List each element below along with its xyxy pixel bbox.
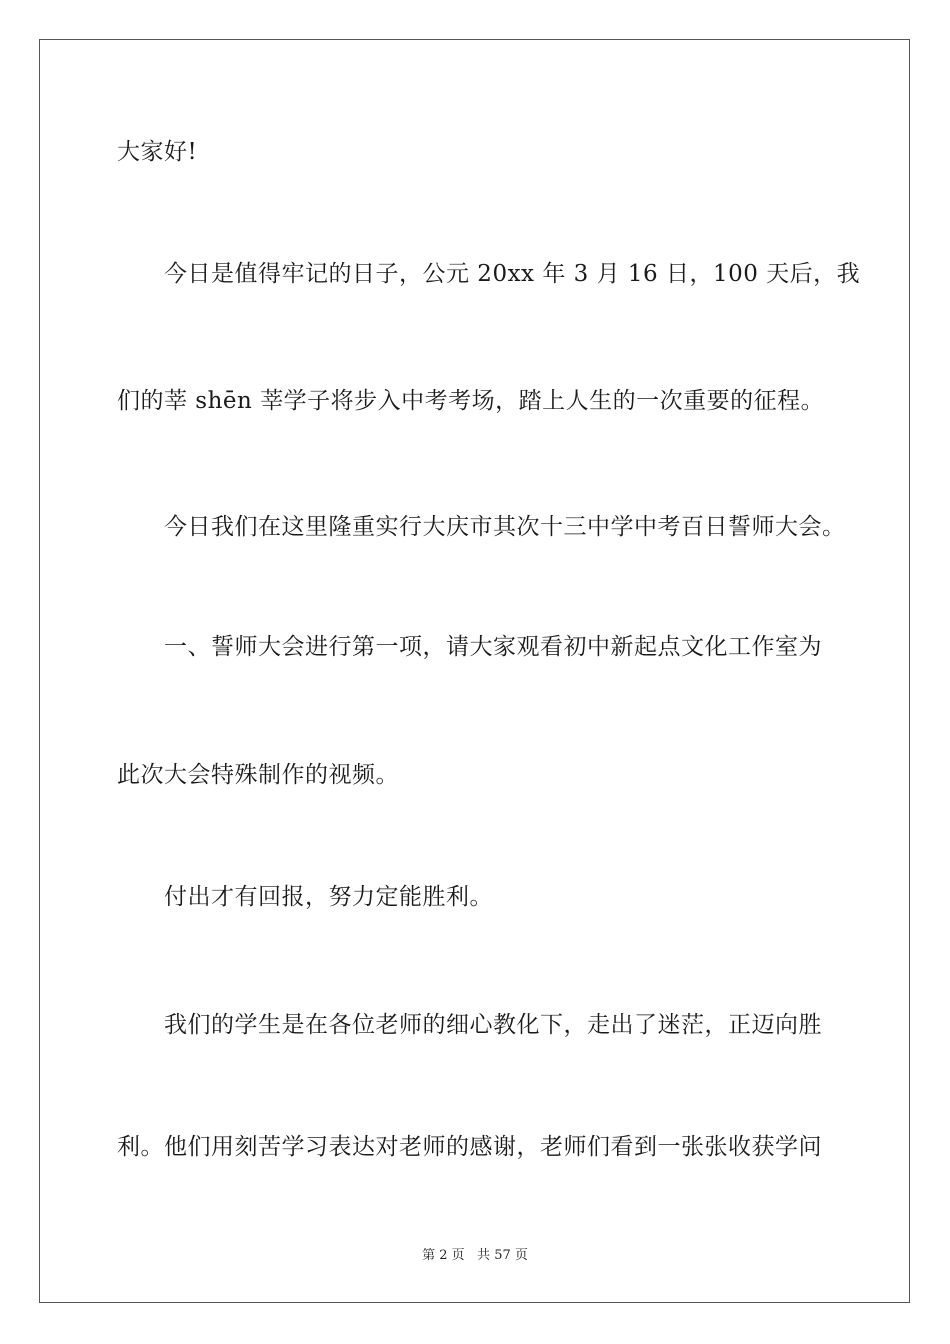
greeting-line: 大家好! <box>117 139 198 165</box>
page-border <box>39 39 910 1303</box>
paragraph-line: 利。他们用刻苦学习表达对老师的感谢，老师们看到一张张收获学问 <box>117 1134 822 1160</box>
paragraph-line: 此次大会特殊制作的视频。 <box>117 762 399 788</box>
paragraph-line: 今日我们在这里隆重实行大庆市其次十三中学中考百日誓师大会。 <box>164 514 846 540</box>
paragraph-line: 付出才有回报，努力定能胜利。 <box>164 884 493 910</box>
paragraph-line: 一、誓师大会进行第一项，请大家观看初中新起点文化工作室为 <box>164 634 822 660</box>
paragraph-line: 今日是值得牢记的日子，公元 20xx 年 3 月 16 日，100 天后，我 <box>164 261 861 287</box>
paragraph-line: 们的莘 shēn 莘学子将步入中考考场，踏上人生的一次重要的征程。 <box>117 388 825 414</box>
page-number-footer: 第 2 页 共 57 页 <box>422 1248 528 1263</box>
paragraph-line: 我们的学生是在各位老师的细心教化下，走出了迷茫，正迈向胜 <box>164 1012 822 1038</box>
